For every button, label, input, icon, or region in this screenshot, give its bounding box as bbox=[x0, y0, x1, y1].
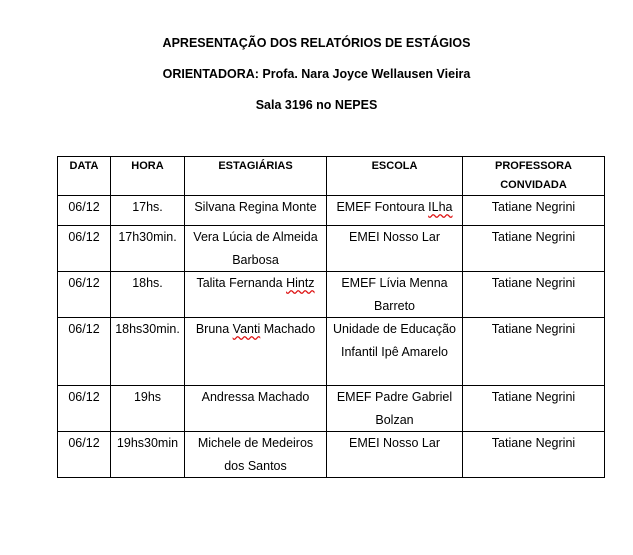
cell-intern bbox=[185, 272, 327, 318]
cell-school: EMEI Nosso Lar bbox=[327, 432, 463, 478]
cell-time: 17h30min. bbox=[111, 226, 185, 272]
cell-school: EMEF Padre Gabriel Bolzan bbox=[327, 386, 463, 432]
cell-school: EMEF Lívia Menna Barreto bbox=[327, 272, 463, 318]
cell-date: 06/12 bbox=[58, 318, 111, 386]
column-header-guest-teacher: PROFESSORA CONVIDADA bbox=[463, 157, 605, 196]
cell-intern-text: Bruna bbox=[195, 322, 233, 336]
spellcheck-flagged-word: Vanti bbox=[232, 322, 261, 336]
document-title: APRESENTAÇÃO DOS RELATÓRIOS DE ESTÁGIOS bbox=[162, 36, 471, 50]
table-row bbox=[58, 432, 605, 478]
cell-school-text: EMEF Fontoura bbox=[336, 200, 429, 214]
cell-intern bbox=[185, 318, 327, 386]
table-row bbox=[58, 226, 605, 272]
cell-time: 19hs30min bbox=[111, 432, 185, 478]
table-row bbox=[58, 196, 605, 226]
cell-teacher: Tatiane Negrini bbox=[463, 272, 605, 318]
cell-intern: Silvana Regina Monte bbox=[185, 196, 327, 226]
column-header-school: ESCOLA bbox=[327, 157, 463, 196]
cell-intern: Andressa Machado bbox=[185, 386, 327, 432]
cell-time: 18hs30min. bbox=[111, 318, 185, 386]
cell-time: 17hs. bbox=[111, 196, 185, 226]
cell-date: 06/12 bbox=[58, 386, 111, 432]
spellcheck-flagged-word: ILha bbox=[428, 200, 453, 214]
schedule-table bbox=[57, 156, 605, 478]
cell-school: EMEI Nosso Lar bbox=[327, 226, 463, 272]
cell-teacher: Tatiane Negrini bbox=[463, 386, 605, 432]
cell-teacher: Tatiane Negrini bbox=[463, 432, 605, 478]
cell-school bbox=[327, 196, 463, 226]
cell-date: 06/12 bbox=[58, 432, 111, 478]
table-row bbox=[58, 272, 605, 318]
cell-date: 06/12 bbox=[58, 226, 111, 272]
cell-teacher: Tatiane Negrini bbox=[463, 196, 605, 226]
cell-teacher: Tatiane Negrini bbox=[463, 318, 605, 386]
cell-date: 06/12 bbox=[58, 272, 111, 318]
cell-teacher: Tatiane Negrini bbox=[463, 226, 605, 272]
table-row bbox=[58, 318, 605, 386]
room-line: Sala 3196 no NEPES bbox=[255, 98, 378, 112]
cell-intern-text: Machado bbox=[260, 322, 316, 336]
advisor-line: ORIENTADORA: Profa. Nara Joyce Wellausen Vieira bbox=[162, 67, 471, 81]
cell-intern: Michele de Medeiros dos Santos bbox=[185, 432, 327, 478]
table-row bbox=[58, 386, 605, 432]
cell-time: 18hs. bbox=[111, 272, 185, 318]
cell-intern: Vera Lúcia de Almeida Barbosa bbox=[185, 226, 327, 272]
table-header-row bbox=[58, 157, 605, 196]
cell-intern-text: Talita Fernanda bbox=[196, 276, 287, 290]
spellcheck-flagged-word: Hintz bbox=[286, 276, 315, 290]
cell-date: 06/12 bbox=[58, 196, 111, 226]
column-header-time: HORA bbox=[111, 157, 185, 196]
cell-school: Unidade de Educação Infantil Ipê Amarelo bbox=[327, 318, 463, 386]
column-header-date: DATA bbox=[58, 157, 111, 196]
column-header-interns: ESTAGIÁRIAS bbox=[185, 157, 327, 196]
cell-time: 19hs bbox=[111, 386, 185, 432]
